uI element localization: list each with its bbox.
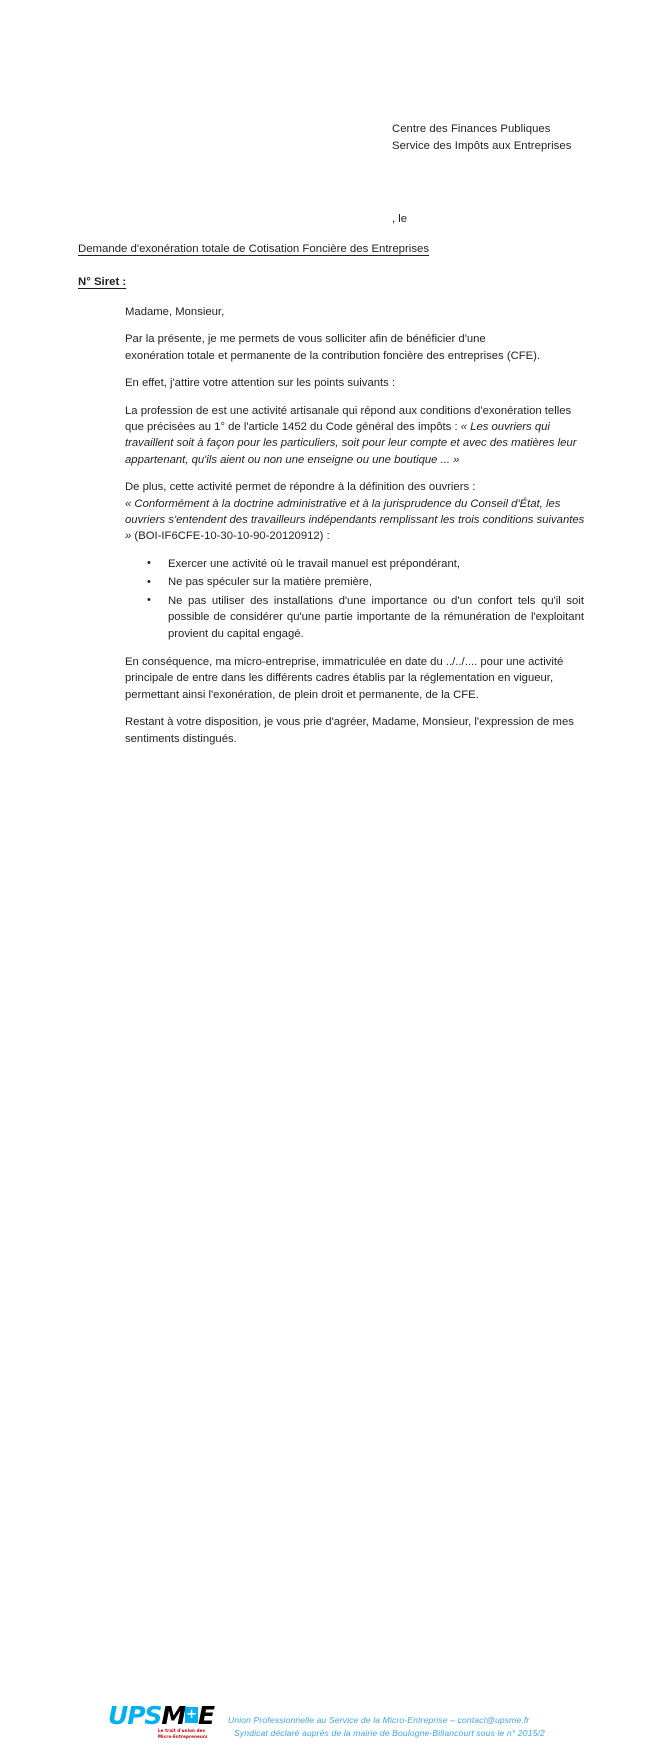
paragraph-consequence: En conséquence, ma micro-entreprise, immatriculée en date du ../../.... pour une activité principale de entre dans les différents cadres établis par la réglementation en vigueur, permettant ainsi l'exonération, de plein droit et permanente, de la CFE.	[125, 655, 564, 701]
footer-legal-line-2: Syndicat déclaré auprès de la mairie de Boulogne-Billancourt sous le n° 2015/2	[234, 1727, 545, 1738]
paragraph-profession-quote: « Les ouvriers qui travaillent soit à façon pour les particuliers, soit pour leur compte et avec des matières leur appartenant, qu'ils aient ou non une enseigne ou une boutique ... »	[125, 421, 577, 466]
list-item: • Ne pas spéculer sur la matière première,	[168, 574, 585, 590]
paragraph-profession-intro: La profession de est une activité artisanale qui répond aux conditions d'exonération telles que précisées au 1° de l'article 1452 du Code général des impôts :	[125, 404, 572, 434]
footer-legal-text	[228, 1714, 545, 1739]
place-date-line: , le	[392, 213, 408, 225]
paragraph-request-line-1: Par la présente, je me permets de vous solliciter afin de bénéficier d'une	[125, 333, 486, 346]
paragraph-definition	[125, 479, 585, 545]
logo-tagline	[158, 1728, 208, 1739]
page-footer	[0, 848, 660, 1739]
recipient-line-2: Service des Impôts aux Entreprises	[392, 140, 572, 152]
paragraph-attention: En effet, j'attire votre attention sur les points suivants :	[125, 377, 396, 390]
siret-label: N° Siret :	[78, 276, 127, 288]
list-item: • Exercer une activité où le travail manuel est prépondérant,	[168, 556, 585, 572]
paragraph-profession	[125, 403, 585, 469]
salutation: Madame, Monsieur,	[125, 306, 225, 318]
logo-text-ups: UPS	[108, 1701, 162, 1730]
logo-text-m: M	[161, 1701, 186, 1730]
logo-text-e: E	[198, 1701, 215, 1730]
document-subject-title: Demande d'exonération totale de Cotisation Foncière des Entreprises	[78, 243, 430, 255]
recipient-line-1: Centre des Finances Publiques	[392, 123, 551, 135]
footer-legal-line-1: Union Professionnelle au Service de la Micro-Entreprise – contact@upsme.fr	[228, 1715, 530, 1725]
recipient-address-block	[392, 121, 571, 155]
paragraph-definition-reference: (BOI-IF6CFE-10-30-10-90-20120912) :	[131, 530, 330, 543]
paragraph-definition-quote: « Conformément à la doctrine administrative et à la jurisprudence du Conseil d'État, les ouvriers s'entendent des travailleurs indépendants remplissant les trois conditions suivantes »	[125, 497, 585, 543]
logo-tagline-line-2: Micro-Entrepreneurs	[158, 1733, 208, 1739]
paragraph-closing: Restant à votre disposition, je vous prie d'agréer, Madame, Monsieur, l'expression de mes sentiments distingués.	[125, 716, 574, 745]
letter-body	[125, 304, 585, 758]
upsme-logo	[108, 1703, 218, 1745]
logo-tagline-line-1: Le trait d'union des	[158, 1728, 206, 1733]
conditions-list	[125, 556, 585, 642]
paragraph-request-line-2: exonération totale et permanente de la contribution foncière des entreprises (CFE).	[125, 349, 541, 362]
logo-plus-icon: +	[186, 1707, 198, 1722]
upsme-logo-wordmark	[108, 1703, 214, 1729]
paragraph-request	[125, 331, 585, 364]
paragraph-definition-intro: De plus, cette activité permet de répondre à la définition des ouvriers :	[125, 481, 476, 494]
list-item: • Ne pas utiliser des installations d'une importance ou d'un confort tels qu'il soit possible de considérer qu'une partie importante de la rémunération de l'exploitant provient du capital engagé.	[168, 593, 585, 642]
